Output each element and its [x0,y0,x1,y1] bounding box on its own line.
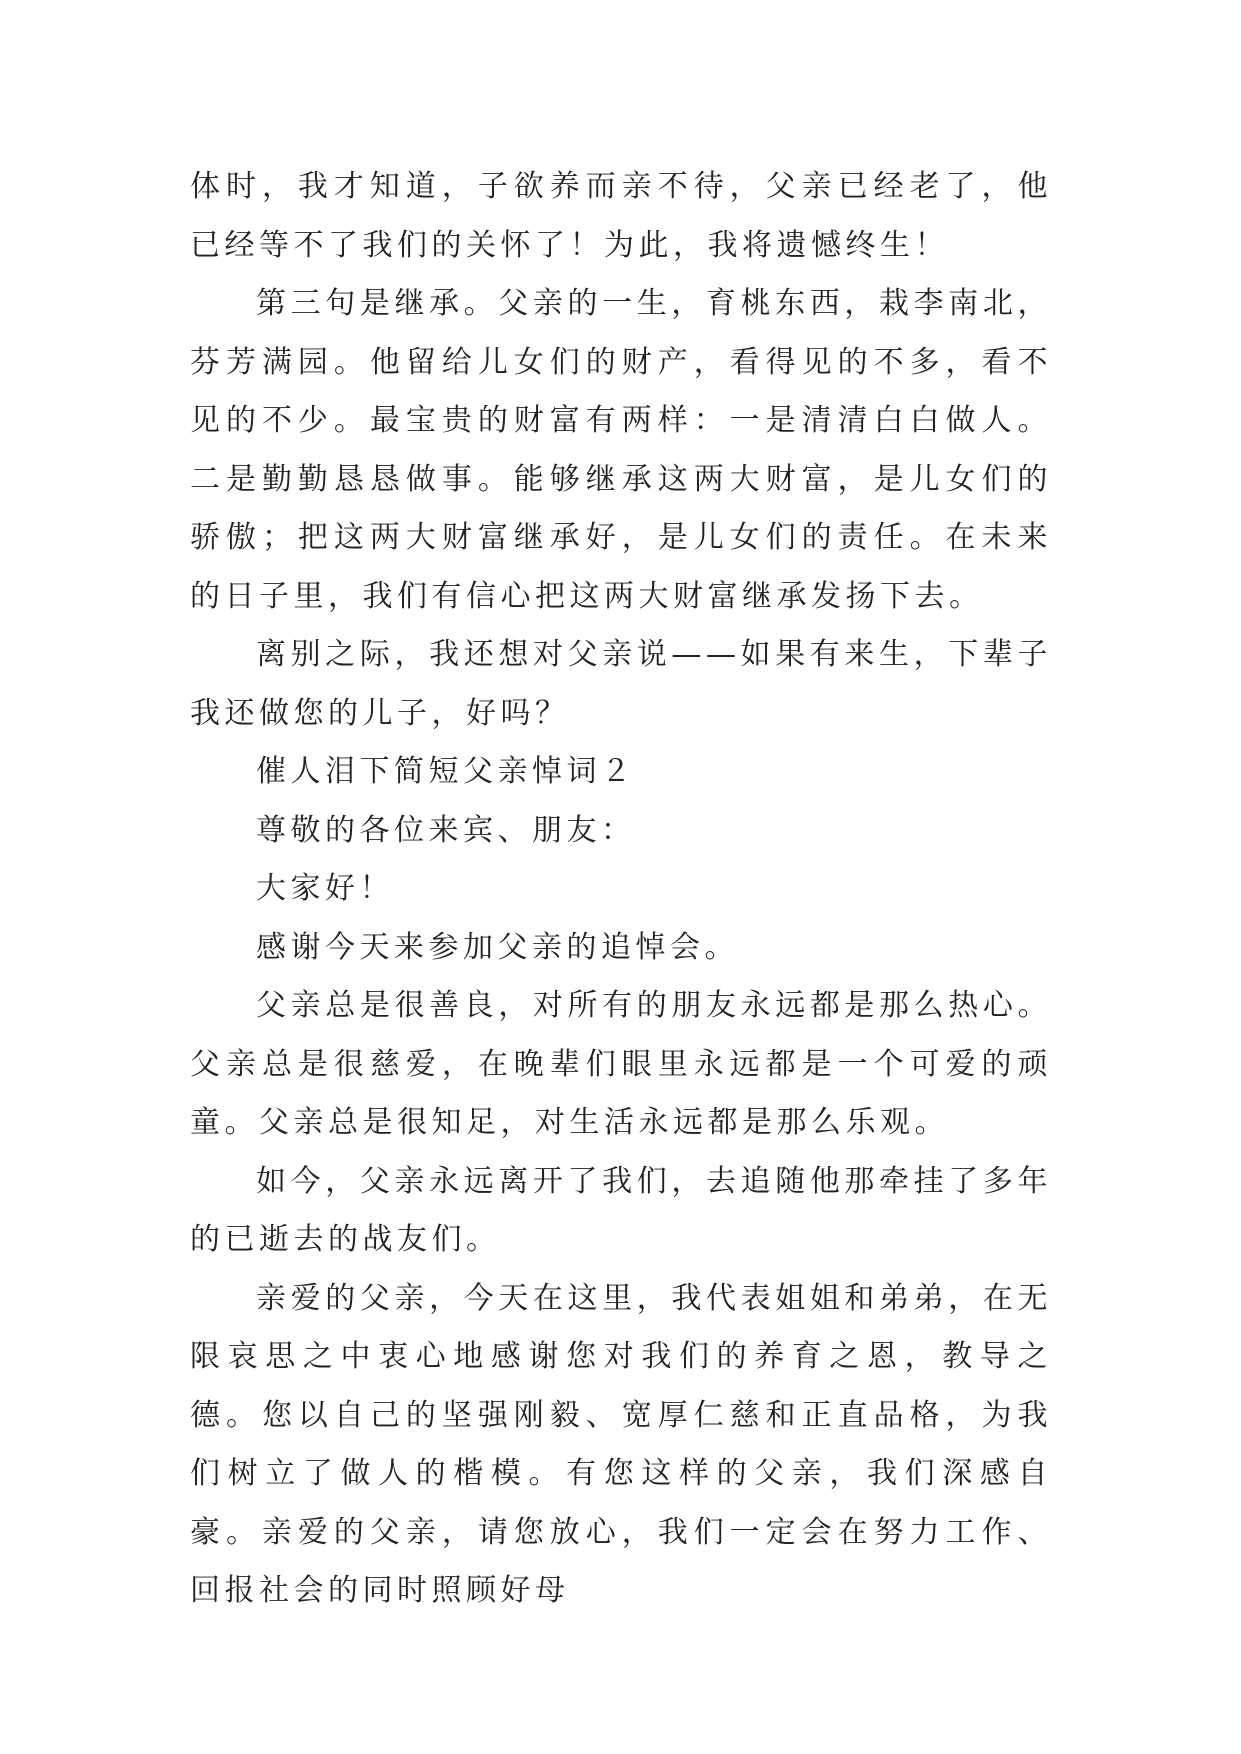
paragraph-departure: 如今，父亲永远离开了我们，去追随他那牵挂了多年的已逝去的战友们。 [190,1163,1052,1257]
paragraph-1: 体时，我才知道，子欲养而亲不待，父亲已经老了，他已经等不了我们的关怀了！为此，我将遗憾终生！ [190,169,1052,263]
document-body [190,158,1052,1621]
paragraph-gratitude: 亲爱的父亲，今天在这里，我代表姐姐和弟弟，在无限哀思之中衷心地感谢您对我们的养育之恩，教导之德。您以自己的坚强刚毅、宽厚仁慈和正直品格，为我们树立了做人的楷模。有您这样的父亲，我们深感自豪。亲爱的父亲，请您放心，我们一定会在努力工作、回报社会的同时照顾好母 [190,1280,1052,1608]
salutation: 尊敬的各位来宾、朋友： [256,812,636,848]
paragraph-father-character: 父亲总是很善良，对所有的朋友永远都是那么热心。父亲总是很慈爱，在晚辈们眼里永远都是一个可爱的顽童。父亲总是很知足，对生活永远都是那么乐观。 [190,988,1052,1140]
greeting: 大家好！ [256,871,394,906]
paragraph-3: 离别之际，我还想对父亲说——如果有来生，下辈子我还做您的儿子，好吗？ [190,637,1052,731]
paragraph-thanks: 感谢今天来参加父亲的追悼会。 [256,929,739,965]
section-heading: 催人泪下简短父亲悼词２ [256,754,636,789]
paragraph-2: 第三句是继承。父亲的一生，育桃东西，栽李南北，芬芳满园。他留给儿女们的财产，看得见的不多，看不见的不少。最宝贵的财富有两样：一是清清白白做人。二是勤勤恳恳做事。能够继承这两大财富，是儿女们的骄傲；把这两大财富继承好，是儿女们的责任。在未来的日子里，我们有信心把这两大财富继承发扬下去。 [190,286,1052,614]
